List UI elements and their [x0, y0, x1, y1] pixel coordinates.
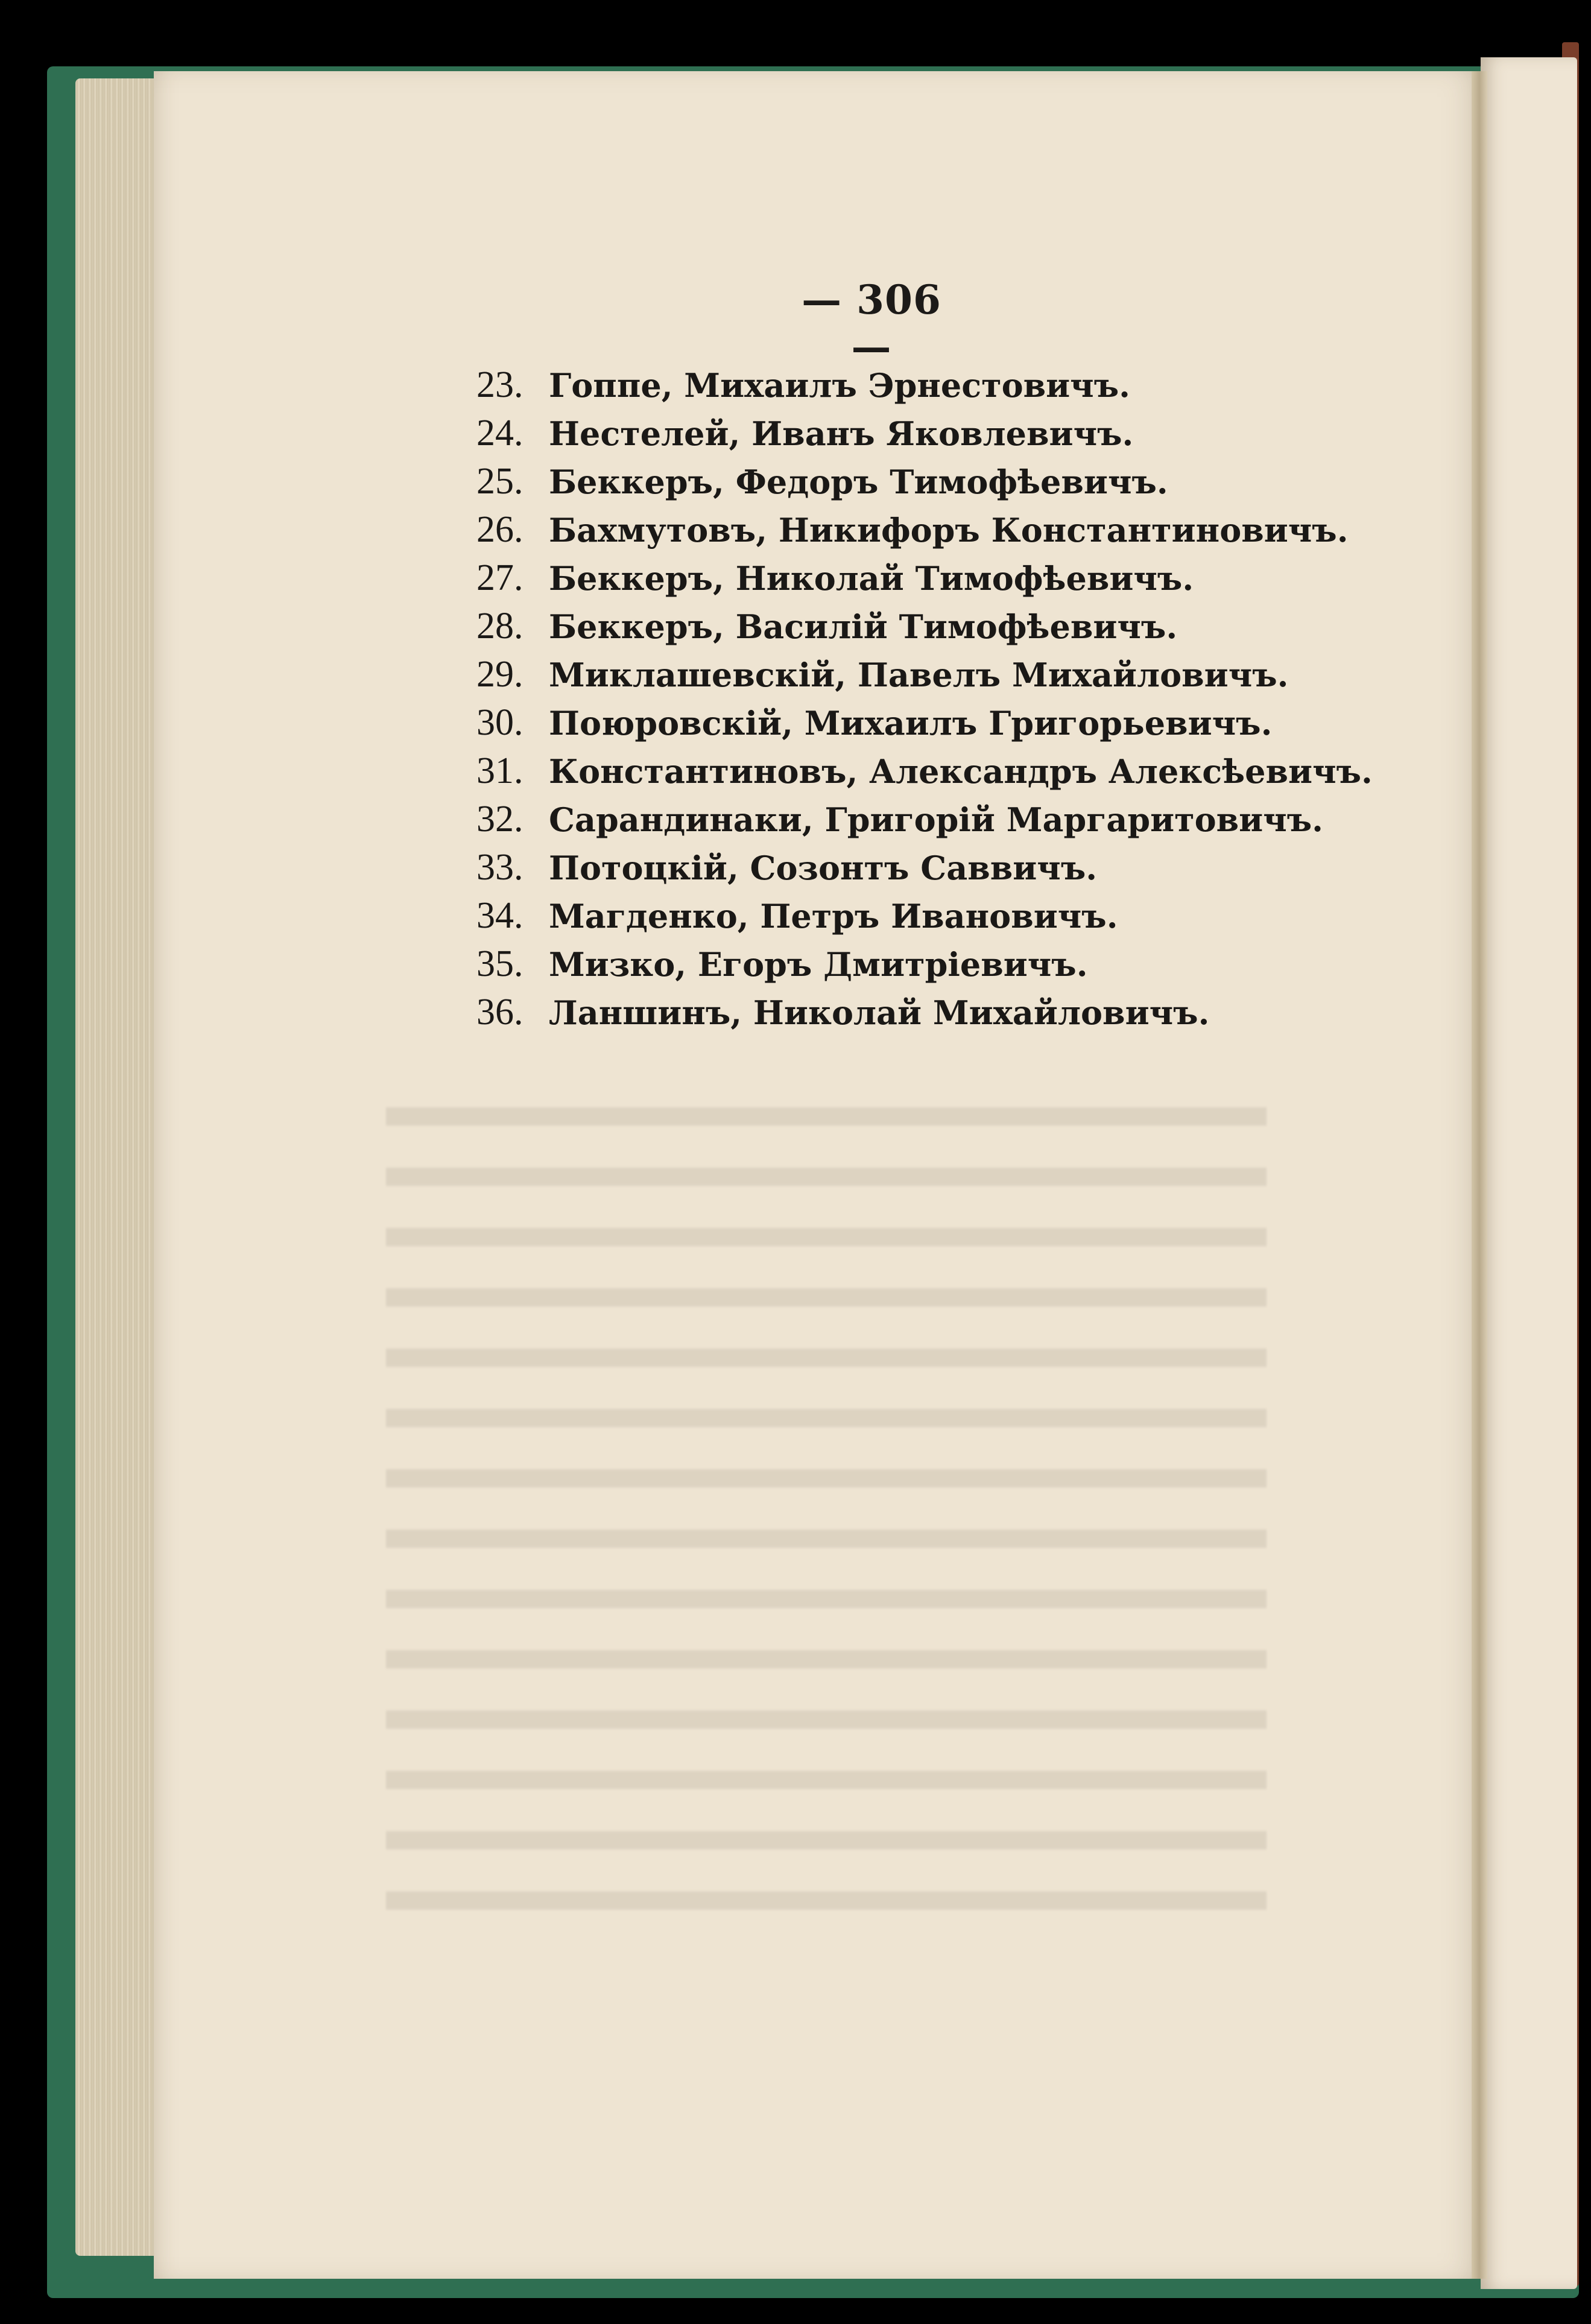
list-item [476, 698, 1373, 747]
bleed-through-texture [386, 1074, 1267, 1930]
entry-number: 28. [476, 606, 523, 647]
list-item [476, 940, 1373, 988]
list-item [476, 505, 1373, 554]
list-item [476, 795, 1373, 843]
entry-number: 27. [476, 557, 523, 598]
entry-name: Константиновъ, Александръ Алексѣевичъ. [549, 752, 1373, 791]
entry-number: 31. [476, 750, 523, 791]
entry-name: Сарандинаки, Григорій Маргаритовичъ. [549, 800, 1323, 839]
entry-name: Поюровскій, Михаилъ Григорьевичъ. [549, 704, 1273, 742]
entry-name: Беккеръ, Федоръ Тимофѣевичъ. [549, 463, 1168, 501]
entry-name: Миклашевскій, Павелъ Михайловичъ. [549, 656, 1289, 694]
list-item [476, 457, 1373, 505]
entry-number: 26. [476, 509, 523, 550]
entry-name: Беккеръ, Василій Тимофѣевичъ. [549, 607, 1178, 646]
list-item [476, 988, 1373, 1036]
list-item [476, 409, 1373, 457]
entry-number: 34. [476, 895, 523, 936]
entry-number: 23. [476, 364, 523, 405]
entry-number: 25. [476, 461, 523, 502]
entry-name: Нестелей, Иванъ Яковлевичъ. [549, 414, 1134, 453]
entry-name: Бахмутовъ, Никифоръ Константиновичъ. [549, 511, 1349, 549]
next-page-edge [1481, 57, 1577, 2289]
page-number: — 306 — [802, 276, 941, 370]
entry-number: 30. [476, 702, 523, 743]
list-item [476, 361, 1373, 409]
name-list [476, 361, 1373, 1036]
list-item [476, 650, 1373, 698]
list-item [476, 602, 1373, 650]
entry-number: 29. [476, 654, 523, 695]
entry-number: 32. [476, 799, 523, 840]
entry-number: 24. [476, 413, 523, 454]
list-item [476, 747, 1373, 795]
entry-name: Гоппе, Михаилъ Эрнестовичъ. [549, 366, 1130, 405]
entry-name: Ланшинъ, Николай Михайловичъ. [549, 993, 1210, 1032]
entry-number: 36. [476, 992, 523, 1033]
page-gutter [1472, 71, 1487, 2279]
page-edges [75, 78, 160, 2256]
entry-name: Беккеръ, Николай Тимофѣевичъ. [549, 559, 1194, 598]
list-item [476, 843, 1373, 891]
entry-name: Магденко, Петръ Ивановичъ. [549, 897, 1118, 936]
entry-number: 35. [476, 943, 523, 984]
list-item [476, 891, 1373, 940]
entry-name: Потоцкій, Созонтъ Саввичъ. [549, 849, 1098, 887]
entry-name: Мизко, Егоръ Дмитріевичъ. [549, 945, 1088, 984]
entry-number: 33. [476, 847, 523, 888]
list-item [476, 554, 1373, 602]
